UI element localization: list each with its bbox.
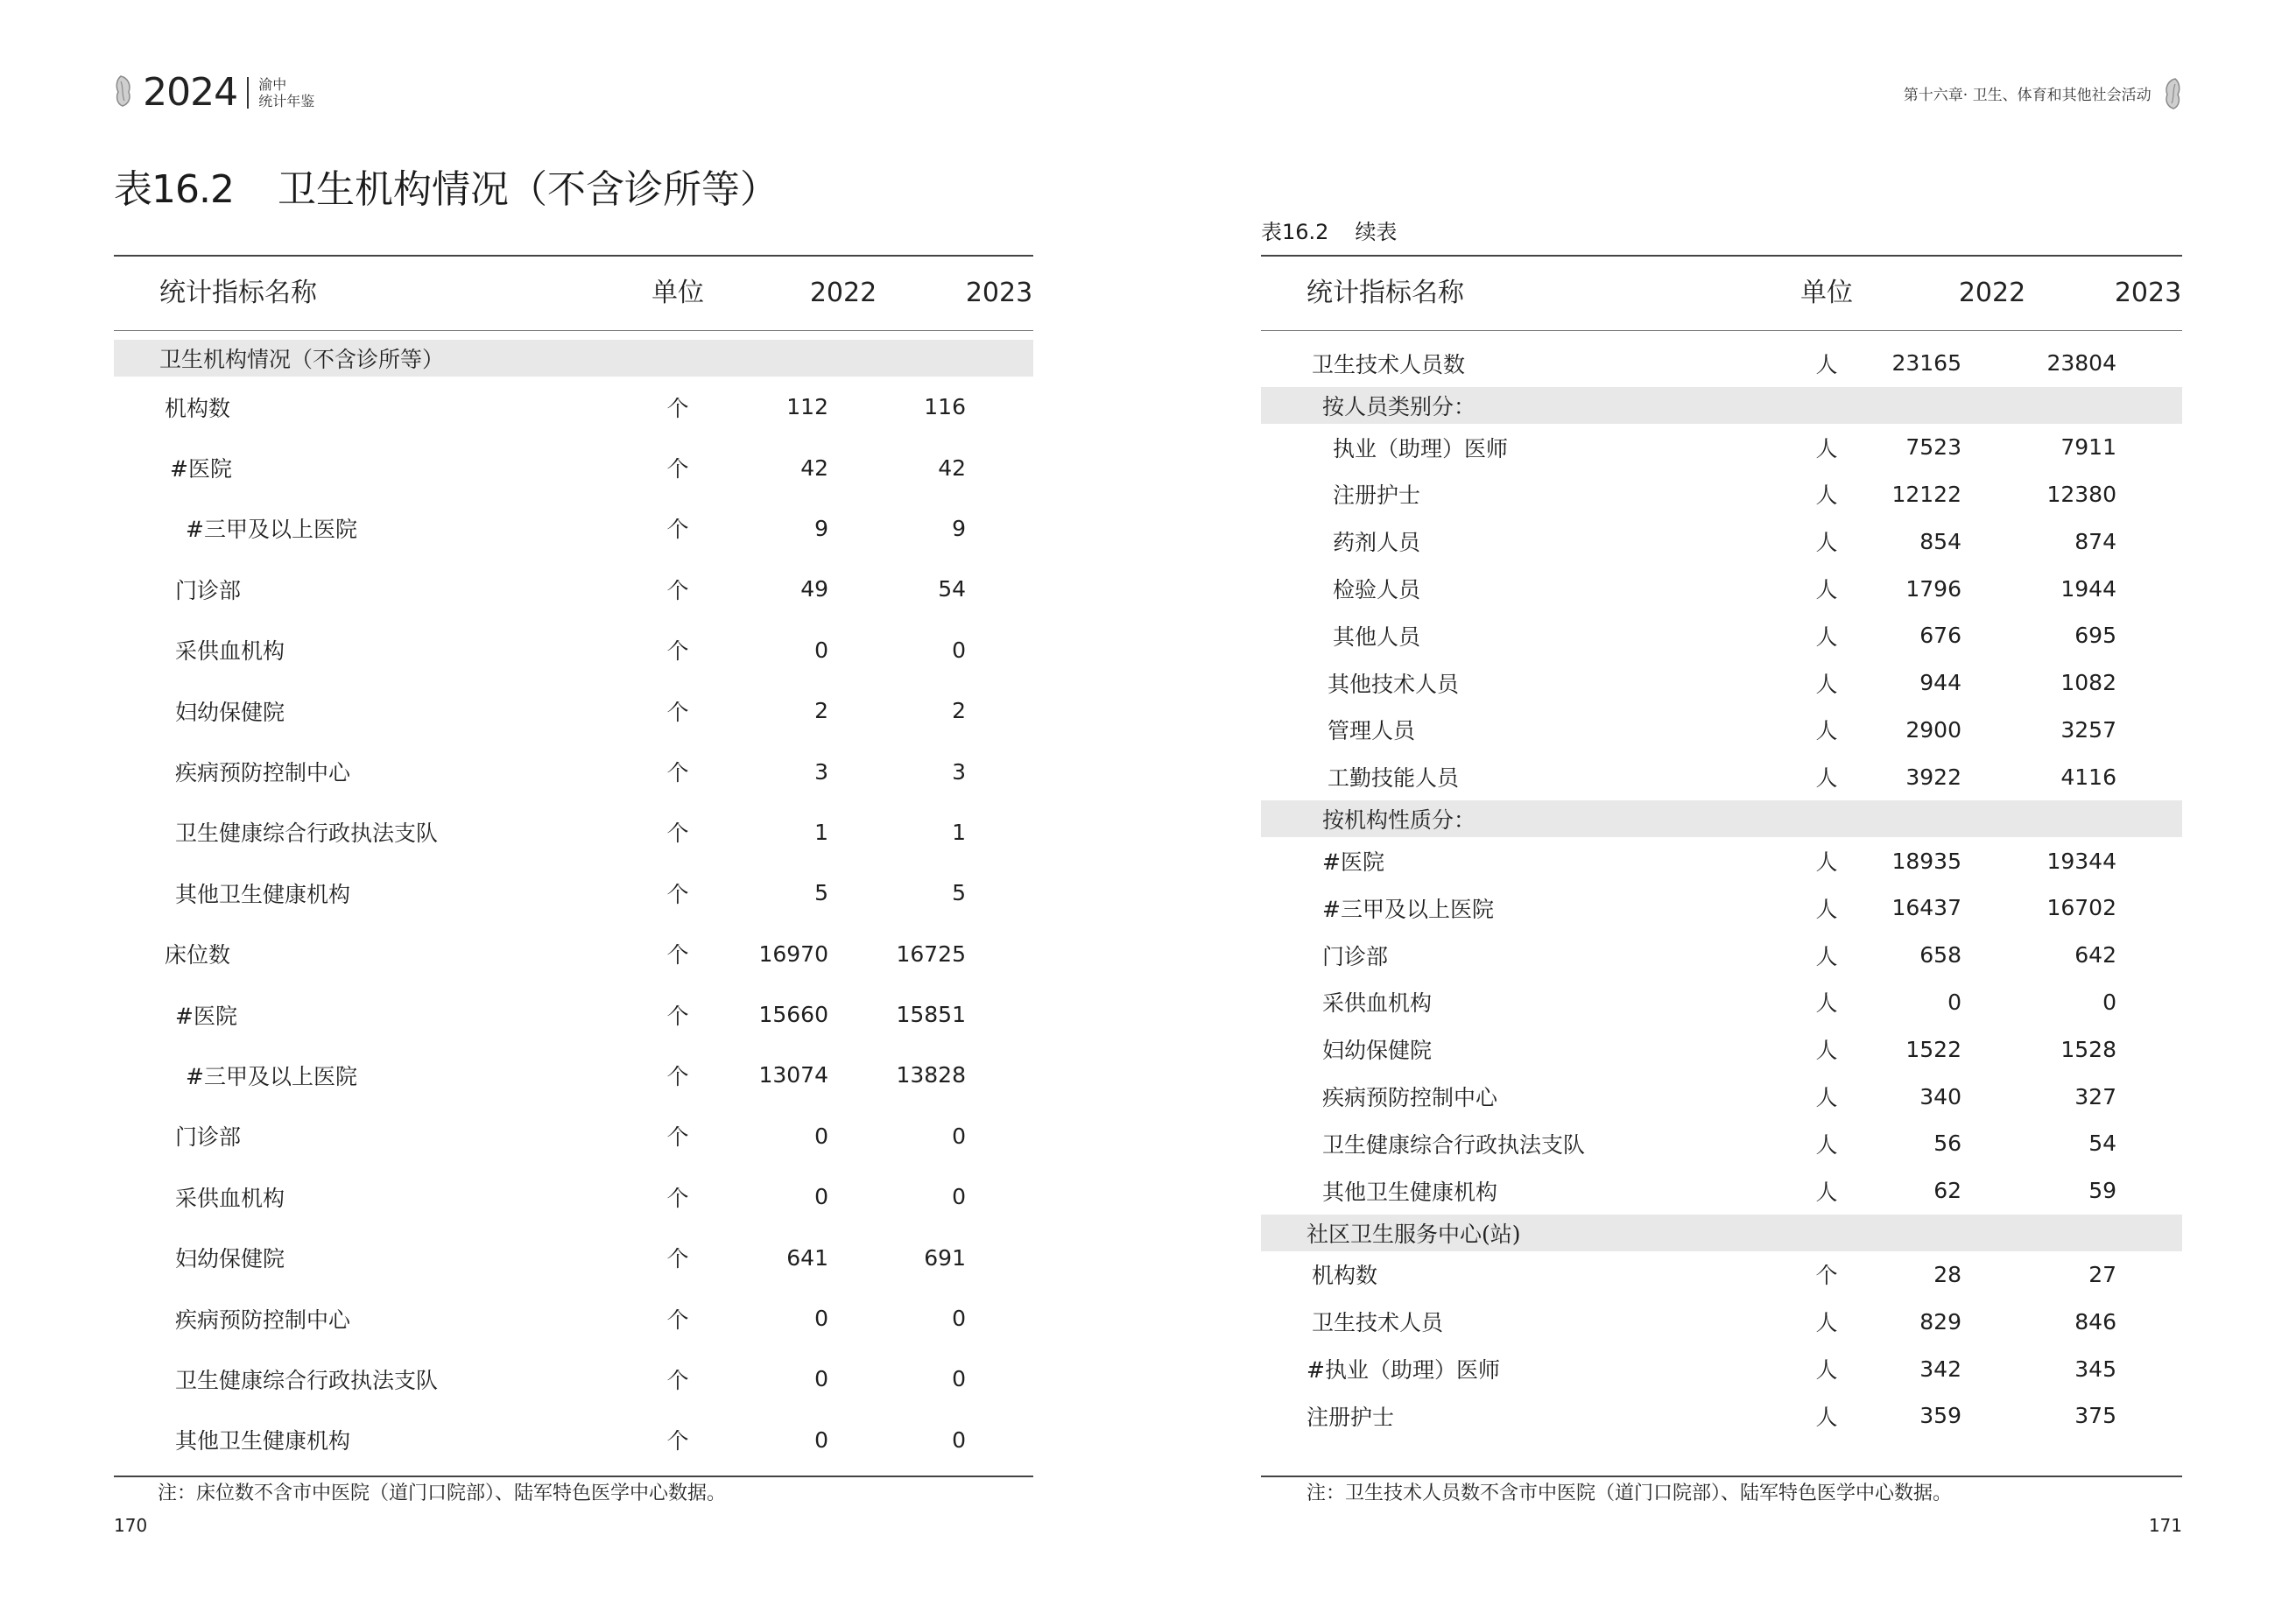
indicator-name: 门诊部 [175, 1124, 242, 1151]
table-row [114, 1045, 1033, 1105]
table-footnote: 注：床位数不含市中医院（道门口院部）、陆军特色医学中心数据。 [158, 1483, 727, 1504]
value-2023-cell: 15851 [896, 1002, 966, 1028]
table-row [114, 1410, 1033, 1470]
indicator-name: #三甲及以上医院 [186, 1063, 357, 1089]
table-row [114, 680, 1033, 741]
section-row [114, 340, 1033, 377]
table-row [1261, 424, 2182, 471]
value-2022-cell: 1 [814, 819, 828, 845]
value-2022-cell: 342 [1919, 1356, 1961, 1382]
value-2023-cell: 691 [924, 1244, 966, 1271]
unit-cell: 人 [1815, 351, 1838, 377]
indicator-name: #三甲及以上医院 [1322, 896, 1494, 922]
table-row [1261, 1298, 2182, 1345]
table-row [114, 1288, 1033, 1349]
indicator-name: 其他卫生健康机构 [175, 881, 351, 907]
indicator-name: #执业（助理）医师 [1306, 1357, 1500, 1384]
value-2023-cell: 13828 [896, 1062, 966, 1088]
yearbook-logo [114, 70, 314, 114]
value-2022-cell: 340 [1919, 1083, 1961, 1109]
value-2023-cell: 16725 [896, 940, 966, 967]
table-row [1261, 1073, 2182, 1120]
table-row [1261, 471, 2182, 518]
value-2022-cell: 0 [814, 1184, 828, 1210]
unit-cell: 个 [666, 456, 689, 482]
indicator-name: 社区卫生服务中心(站) [1306, 1221, 1521, 1247]
value-2022-cell: 49 [800, 576, 828, 602]
unit-cell: 人 [1815, 849, 1838, 876]
indicator-name: 门诊部 [175, 577, 242, 603]
unit-cell [1774, 387, 1879, 424]
table-number: 表16.2 [114, 167, 234, 212]
value-2022-cell: 28 [1933, 1261, 1961, 1287]
indicator-name: 检验人员 [1333, 577, 1421, 603]
value-2022-cell: 0 [814, 637, 828, 663]
unit-cell: 个 [666, 577, 689, 603]
unit-cell: 人 [1815, 435, 1838, 461]
yearbook-district: 渝中 [258, 75, 287, 93]
value-2022-cell: 62 [1933, 1178, 1961, 1204]
page-number: 170 [114, 1515, 148, 1536]
unit-cell: 个 [666, 517, 689, 543]
table-row [114, 1349, 1033, 1409]
indicator-name: 采供血机构 [175, 638, 285, 665]
logo-divider [247, 77, 249, 109]
indicator-name: #三甲及以上医院 [186, 517, 357, 543]
indicator-name: 其他人员 [1333, 623, 1421, 650]
unit-cell: 人 [1815, 1085, 1838, 1111]
table-row [114, 559, 1033, 619]
table-row [1261, 707, 2182, 754]
indicator-name: 采供血机构 [175, 1185, 285, 1211]
table-row [1261, 979, 2182, 1026]
value-2022-cell: 0 [814, 1123, 828, 1149]
value-2022-cell: 944 [1919, 670, 1961, 696]
unit-cell: 人 [1815, 577, 1838, 603]
section-row [1261, 1215, 2182, 1251]
indicator-name: 其他卫生健康机构 [175, 1428, 351, 1455]
indicator-name: 妇幼保健院 [1322, 1038, 1433, 1064]
value-2023-cell: 7911 [2060, 434, 2116, 461]
unit-cell: 人 [1815, 671, 1838, 697]
value-2023-cell: 345 [2074, 1356, 2116, 1382]
value-2023-cell: 846 [2074, 1308, 2116, 1335]
statistics-table-left [114, 255, 1033, 1477]
unit-cell: 人 [1815, 1357, 1838, 1384]
value-2023-cell: 0 [952, 1426, 966, 1453]
table-body [114, 340, 1033, 1470]
table-row [1261, 753, 2182, 800]
value-2023-cell: 327 [2074, 1083, 2116, 1109]
unit-cell: 个 [666, 881, 689, 907]
indicator-name: 妇幼保健院 [175, 1246, 285, 1272]
value-2023-cell: 375 [2074, 1403, 2116, 1429]
table-row [114, 1106, 1033, 1166]
indicator-name: 卫生机构情况（不含诊所等） [159, 347, 445, 372]
table-row [114, 1227, 1033, 1287]
value-2022-cell: 854 [1919, 528, 1961, 554]
value-2023-cell: 9 [952, 515, 966, 541]
table-row [1261, 1167, 2182, 1215]
unit-cell: 人 [1815, 1038, 1838, 1064]
value-2022-cell: 23165 [1891, 350, 1961, 377]
chapter-heading [1904, 77, 2182, 115]
table-title [114, 158, 778, 214]
column-header-2022: 2022 [1958, 278, 2026, 308]
indicator-name: #医院 [175, 1003, 237, 1029]
unit-cell: 个 [666, 699, 689, 725]
indicator-name: 按人员类别分： [1322, 393, 1476, 419]
value-2022-cell: 13074 [758, 1062, 828, 1088]
value-2022-cell: 3922 [1905, 764, 1961, 790]
scroll-emblem-icon [2163, 77, 2182, 115]
value-2023-cell: 0 [952, 1366, 966, 1392]
value-2022-cell: 15660 [758, 1002, 828, 1028]
table-number: 表16.2 [1261, 220, 1329, 244]
indicator-name: 卫生健康综合行政执法支队 [1322, 1131, 1586, 1158]
indicator-name: #医院 [170, 456, 232, 482]
value-2023-cell: 23804 [2046, 350, 2116, 377]
value-2023-cell: 3257 [2060, 716, 2116, 743]
indicator-name: 药剂人员 [1333, 530, 1421, 556]
unit-cell: 个 [666, 1003, 689, 1029]
unit-cell: 人 [1815, 765, 1838, 792]
table-row [1261, 1392, 2182, 1440]
value-2022-cell: 641 [786, 1244, 828, 1271]
value-2023-cell: 642 [2074, 942, 2116, 969]
indicator-name: 机构数 [1312, 1263, 1378, 1289]
column-header-indicator: 统计指标名称 [1306, 278, 1464, 308]
value-2022-cell: 658 [1919, 942, 1961, 969]
column-header-2023: 2023 [2114, 278, 2182, 308]
unit-cell: 人 [1815, 623, 1838, 650]
value-2022-cell: 18935 [1891, 848, 1961, 874]
column-header-2023: 2023 [965, 278, 1033, 308]
value-2023-cell: 27 [2088, 1261, 2116, 1287]
table-row [114, 1166, 1033, 1227]
unit-cell: 个 [1815, 1263, 1838, 1289]
unit-cell: 个 [666, 1367, 689, 1393]
unit-cell: 人 [1815, 530, 1838, 556]
unit-cell: 个 [666, 1124, 689, 1151]
table-row [1261, 340, 2182, 387]
value-2022-cell: 5 [814, 880, 828, 906]
unit-cell: 人 [1815, 990, 1838, 1017]
indicator-name: 妇幼保健院 [175, 699, 285, 725]
indicator-name: 其他卫生健康机构 [1322, 1179, 1498, 1205]
table-row [114, 802, 1033, 863]
value-2023-cell: 0 [952, 1306, 966, 1332]
value-2022-cell: 12122 [1891, 481, 1961, 507]
value-2023-cell: 12380 [2046, 481, 2116, 507]
table-row [1261, 659, 2182, 707]
indicator-name: 疾病预防控制中心 [175, 1307, 351, 1333]
value-2023-cell: 0 [2102, 989, 2116, 1015]
unit-cell: 人 [1815, 1310, 1838, 1336]
indicator-name: 采供血机构 [1322, 990, 1433, 1017]
table-row [1261, 884, 2182, 932]
indicator-name: 疾病预防控制中心 [175, 760, 351, 786]
value-2022-cell: 829 [1919, 1308, 1961, 1335]
unit-cell: 人 [1815, 943, 1838, 969]
table-row [1261, 1025, 2182, 1073]
value-2022-cell: 9 [814, 515, 828, 541]
indicator-name: 卫生健康综合行政执法支队 [175, 821, 439, 847]
section-row [1261, 800, 2182, 837]
yearbook-year: 2024 [143, 70, 238, 115]
indicator-name: 门诊部 [1322, 943, 1389, 969]
value-2023-cell: 116 [924, 394, 966, 420]
indicator-name: 注册护士 [1306, 1404, 1395, 1430]
indicator-name: 管理人员 [1328, 718, 1416, 744]
indicator-name: 注册护士 [1333, 482, 1421, 509]
indicator-name: 工勤技能人员 [1328, 765, 1460, 792]
unit-cell [625, 340, 730, 377]
value-2022-cell: 2 [814, 698, 828, 724]
statistics-table-right [1261, 255, 2182, 1477]
value-2023-cell: 1528 [2060, 1036, 2116, 1062]
unit-cell: 个 [666, 1185, 689, 1211]
value-2022-cell: 0 [1947, 989, 1961, 1015]
unit-cell: 个 [666, 760, 689, 786]
unit-cell: 人 [1815, 1131, 1838, 1158]
table-row [1261, 932, 2182, 979]
unit-cell: 个 [666, 638, 689, 665]
unit-cell [1774, 800, 1879, 837]
unit-cell: 个 [666, 395, 689, 421]
value-2023-cell: 19344 [2046, 848, 2116, 874]
table-row [114, 984, 1033, 1045]
table-body [1261, 340, 2182, 1440]
unit-cell: 人 [1815, 1404, 1838, 1430]
table-row [1261, 837, 2182, 884]
indicator-name: 床位数 [165, 942, 231, 969]
value-2023-cell: 4116 [2060, 764, 2116, 790]
indicator-name: 疾病预防控制中心 [1322, 1085, 1498, 1111]
column-header-unit: 单位 [1800, 278, 1853, 308]
value-2022-cell: 1796 [1905, 575, 1961, 602]
table-row [1261, 612, 2182, 659]
indicator-name: #医院 [1322, 849, 1384, 876]
table-header [114, 257, 1033, 331]
indicator-name: 按机构性质分： [1322, 807, 1476, 834]
value-2023-cell: 0 [952, 1123, 966, 1149]
table-title-text: 卫生机构情况（不含诊所等） [277, 167, 778, 212]
value-2023-cell: 59 [2088, 1178, 2116, 1204]
value-2022-cell: 676 [1919, 623, 1961, 649]
value-2023-cell: 0 [952, 1184, 966, 1210]
unit-cell: 个 [666, 942, 689, 969]
table-row [114, 377, 1033, 437]
indicator-name: 机构数 [165, 395, 231, 421]
table-row [114, 924, 1033, 984]
unit-cell: 个 [666, 1063, 689, 1089]
value-2023-cell: 42 [938, 454, 966, 481]
value-2022-cell: 1522 [1905, 1036, 1961, 1062]
unit-cell: 个 [666, 1428, 689, 1455]
table-row [1261, 1345, 2182, 1392]
column-header-2022: 2022 [809, 278, 877, 308]
unit-cell: 个 [666, 821, 689, 847]
unit-cell: 人 [1815, 896, 1838, 922]
value-2023-cell: 16702 [2046, 895, 2116, 921]
table-header [1261, 257, 2182, 331]
value-2022-cell: 16970 [758, 940, 828, 967]
scroll-emblem-icon [114, 74, 133, 111]
unit-cell: 个 [666, 1307, 689, 1333]
table-row [114, 498, 1033, 559]
continued-label: 续表 [1355, 220, 1398, 244]
value-2023-cell: 695 [2074, 623, 2116, 649]
column-header-unit: 单位 [651, 278, 704, 308]
unit-cell [1774, 1215, 1879, 1251]
table-row [114, 863, 1033, 923]
indicator-name: 其他技术人员 [1328, 671, 1460, 697]
unit-cell: 人 [1815, 1179, 1838, 1205]
value-2023-cell: 0 [952, 637, 966, 663]
value-2023-cell: 3 [952, 758, 966, 785]
value-2022-cell: 56 [1933, 1131, 1961, 1157]
column-header-indicator: 统计指标名称 [159, 278, 317, 308]
value-2023-cell: 1 [952, 819, 966, 845]
unit-cell: 人 [1815, 482, 1838, 509]
value-2022-cell: 3 [814, 758, 828, 785]
unit-cell: 个 [666, 1246, 689, 1272]
indicator-name: 执业（助理）医师 [1333, 435, 1509, 461]
value-2022-cell: 2900 [1905, 716, 1961, 743]
yearbook-name: 统计年鉴 [258, 92, 315, 109]
yearbook-subtitle [258, 76, 314, 109]
page-number: 171 [2148, 1515, 2182, 1536]
value-2022-cell: 0 [814, 1306, 828, 1332]
table-row [114, 741, 1033, 801]
value-2023-cell: 1944 [2060, 575, 2116, 602]
table-row [1261, 1251, 2182, 1299]
table-row [114, 437, 1033, 497]
table-row [1261, 518, 2182, 565]
value-2022-cell: 42 [800, 454, 828, 481]
table-row [114, 620, 1033, 680]
continued-table-title [1261, 215, 1397, 245]
value-2022-cell: 16437 [1891, 895, 1961, 921]
chapter-title: 第十六章· 卫生、体育和其他社会活动 [1903, 87, 2152, 104]
value-2022-cell: 7523 [1905, 434, 1961, 461]
value-2023-cell: 2 [952, 698, 966, 724]
indicator-name: 卫生技术人员数 [1312, 351, 1466, 377]
indicator-name: 卫生技术人员 [1312, 1310, 1444, 1336]
unit-cell: 人 [1815, 718, 1838, 744]
value-2022-cell: 0 [814, 1426, 828, 1453]
value-2023-cell: 5 [952, 880, 966, 906]
section-row [1261, 387, 2182, 424]
value-2022-cell: 112 [786, 394, 828, 420]
value-2023-cell: 54 [2088, 1131, 2116, 1157]
table-row [1261, 1120, 2182, 1167]
value-2023-cell: 54 [938, 576, 966, 602]
table-footnote: 注：卫生技术人员数不含市中医院（道门口院部）、陆军特色医学中心数据。 [1306, 1483, 1953, 1504]
value-2022-cell: 359 [1919, 1403, 1961, 1429]
value-2022-cell: 0 [814, 1366, 828, 1392]
value-2023-cell: 1082 [2060, 670, 2116, 696]
value-2023-cell: 874 [2074, 528, 2116, 554]
table-row [1261, 565, 2182, 612]
indicator-name: 卫生健康综合行政执法支队 [175, 1367, 439, 1393]
